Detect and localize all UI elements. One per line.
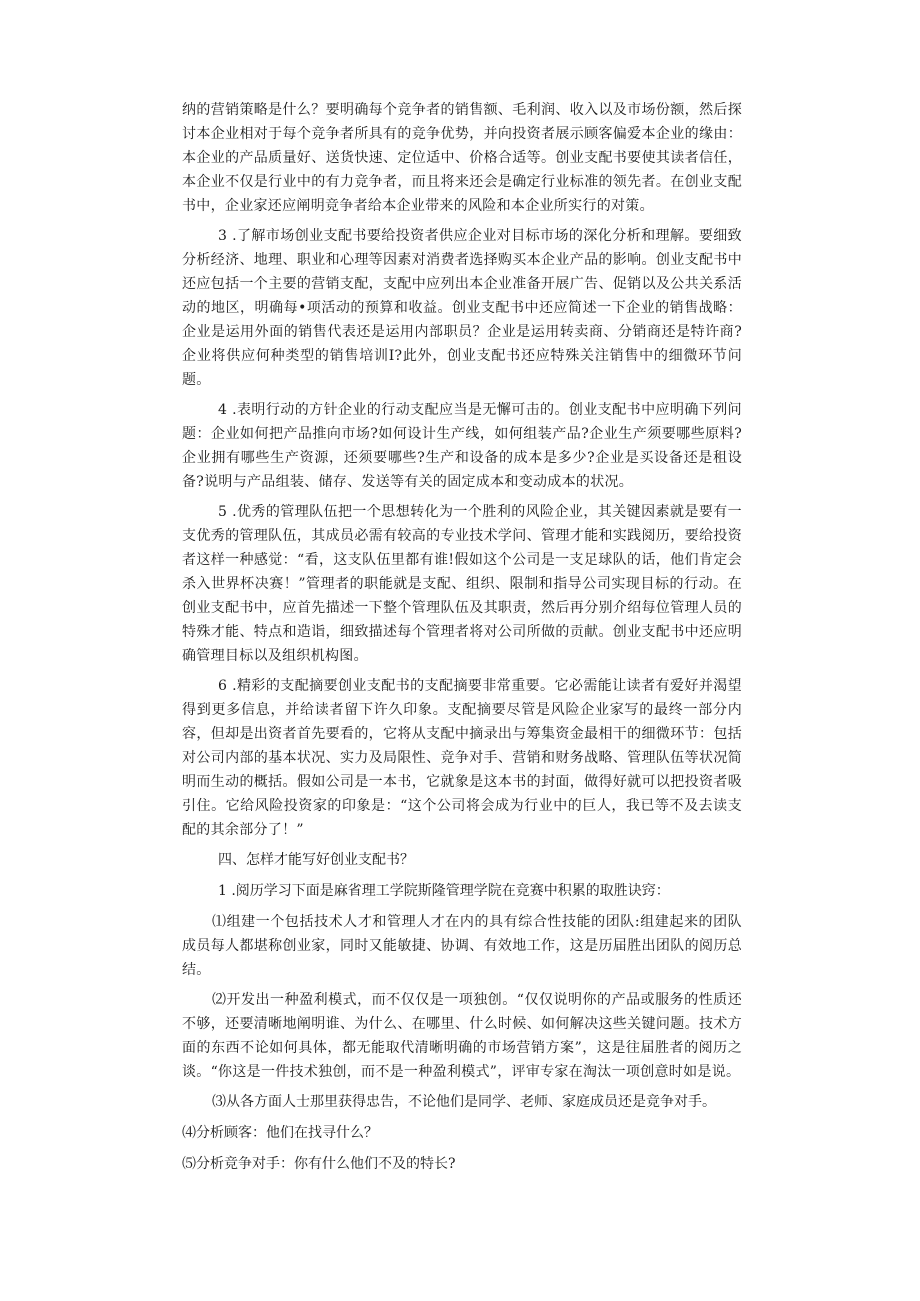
list-item-advice: ⑶从各方面人士那里获得忠告，不论他们是同学、老师、家庭成员还是竞争对手。 <box>212 1094 716 1110</box>
section-heading-how-to-write: 四、怎样才能写好创业支配书？ <box>218 852 414 868</box>
document-body <box>182 98 742 1183</box>
list-item-customers: ⑷分析顾客：他们在找寻什么？ <box>182 1125 378 1141</box>
list-item-team: ⑴组建一个包括技术人才和管理人才在内的具有综合性技能的团队:组建起来的团队成员每人都堪称创业家，同时又能敏捷、协调、有效地工作，这是历届胜出团队的阅历总结。 <box>182 914 742 978</box>
paragraph-experience: 1 .阅历学习下面是麻省理工学院斯隆管理学院在竞赛中积累的取胜诀窍： <box>218 883 670 899</box>
paragraph-competitors: 纳的营销策略是什么？要明确每个竞争者的销售额、毛利润、收入以及市场份额，然后探讨本企业相对于每个竞争者所具有的竞争优势，并向投资者展示顾客偏爱本企业的缘由：本企业的产品质量好、送货快速、定位适中、价格合适等。创业支配书要使其读者信任，本企业不仅是行业中的有力竞争者，而且将来还会是确定行业标准的领先者。在创业支配书中，企业家还应阐明竞争者给本企业带来的风险和本企业所实行的对策。 <box>182 102 742 214</box>
paragraph-market: 3 .了解市场创业支配书要给投资者供应企业对目标市场的深化分析和理解。要细致分析经济、地理、职业和心理等因素对消费者选择购买本企业产品的影响。创业支配书中还应包括一个主要的营销支配，支配中应列出本企业准备开展广告、促销以及公共关系活动的地区，明确每•项活动的预算和收益。创业支配书中还应简述一下企业的销售战略：企业是运用外面的销售代表还是运用内部职员？企业是运用转卖商、分销商还是特许商?企业将供应何种类型的销售培训I?此外，创业支配书还应特殊关注销售中的细微环节问题。 <box>182 228 742 388</box>
paragraph-management-team: 5 .优秀的管理队伍把一个思想转化为一个胜利的风险企业，其关键因素就是要有一支优秀的管理队伍，其成员必需有较高的专业技术学问、管理才能和实践阅历，要给投资者这样一种感觉：“看，这支队伍里都有谁!假如这个公司是一支足球队的话，他们肯定会杀入世界杯决赛！”管理者的职能就是支配、组织、限制和指导公司实现目标的行动。在创业支配书中，应首先描述一下整个管理队伍及其职责，然后再分别介绍每位管理人员的特殊才能、特点和造诣，细致描述每个管理者将对公司所做的贡献。创业支配书中还应明确管理目标以及组织机构图。 <box>182 504 742 664</box>
list-item-competitors: ⑸分析竞争对手：你有什么他们不及的特长? <box>182 1156 456 1172</box>
paragraph-action-plan: 4 .表明行动的方针企业的行动支配应当是无懈可击的。创业支配书中应明确下列问题：企业如何把产品推向市场?如何设计生产线，如何组装产品?企业生产须要哪些原料?企业拥有哪些生产资源，还须要哪些?生产和设备的成本是多少?企业是买设备还是租设备?说明与产品组装、储存、发送等有关的固定成本和变动成本的状况。 <box>182 402 742 490</box>
list-item-profit-model: ⑵开发出一种盈利模式，而不仅仅是一项独创。“仅仅说明你的产品或服务的性质还不够，还要清晰地阐明谁、为什么、在哪里、什么时候、如何解决这些关键问题。技术方面的东西不论如何具体，都无能取代清晰明确的市场营销方案”，这是往届胜者的阅历之谈。“你这是一件技术独创，而不是一种盈利模式”，评审专家在淘汰一项创意时如是说。 <box>182 992 742 1080</box>
paragraph-executive-summary: 6 .精彩的支配摘要创业支配书的支配摘要非常重要。它必需能让读者有爱好并渴望得到更多信息，并给读者留下许久印象。支配摘要尽管是风险企业家写的最终一部分内容，但却是出资者首先要看的，它将从支配中摘录出与筹集资金最相干的细微环节：包括对公司内部的基本状况、实力及局限性、竞争对手、营销和财务战略、管理队伍等状况简明而生动的概括。假如公司是一本书，它就象是这本书的封面，做得好就可以把投资者吸引住。它给风险投资家的印象是：“这个公司将会成为行业中的巨人，我已等不及去读支配的其余部分了！” <box>182 678 742 838</box>
